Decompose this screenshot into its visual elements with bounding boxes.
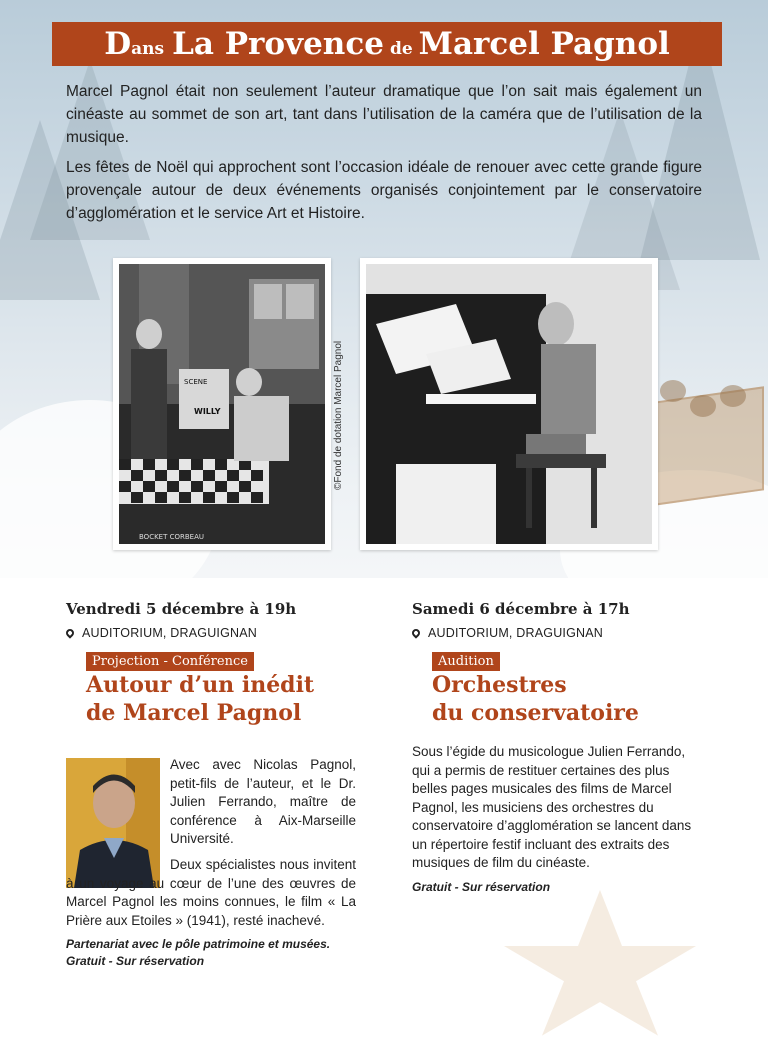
poster-text-scene: SCENE (184, 378, 208, 386)
title-dans: ans (131, 39, 165, 59)
title-initial: D (104, 26, 132, 62)
piano-image (366, 264, 652, 544)
pine-cone (690, 395, 716, 417)
photo-piano (360, 258, 658, 550)
pine-cone (720, 385, 746, 407)
event-1 (66, 600, 366, 727)
event-2 (412, 600, 712, 896)
poster-text-willy: WILLY (194, 407, 221, 416)
event-1-location (66, 626, 366, 640)
event-1-description-bottom (66, 856, 356, 970)
event-1-date: Vendredi 5 décembre à 19h (66, 600, 297, 618)
event-1-place: AUDITORIUM, DRAGUIGNAN (82, 626, 258, 640)
event-1-description-top (170, 756, 356, 849)
film-scene-image (119, 264, 325, 544)
title-marcel-pagnol: Marcel Pagnol (418, 26, 670, 62)
event-2-pricing-note: Gratuit - Sur réservation (412, 879, 551, 894)
star-decoration (500, 890, 700, 1050)
event-2-location (412, 626, 712, 640)
location-pin-icon (64, 627, 75, 638)
photo-credit: ©Fond de dotation Marcel Pagnol (333, 340, 344, 490)
event-1-paragraph-2: Deux spécialistes nous invitent à un voyage au cœur de l’une des œuvres de Marcel Pagnol les moins connues, le film « La Prière aux Etoiles » (1941), resté inachevé. (66, 857, 356, 928)
title-la-provence: La Provence (172, 26, 384, 62)
event-1-tag: Projection - Conférence (86, 652, 254, 671)
event-2-title-line-1: Orchestres (432, 672, 567, 698)
event-1-title-line-2: de Marcel Pagnol (86, 700, 302, 726)
intro-paragraph-1: Marcel Pagnol était non seulement l’auteur dramatique que l’on sait mais également un cinéaste au sommet de son art, tant dans l’utilisation de la caméra que de l’utilisation de la musique. (66, 83, 702, 146)
event-2-paragraph: Sous l’égide du musicologue Julien Ferrando, qui a permis de restituer certaines des plus belles pages musicales des films de Marcel Pagnol, les musiciens des orchestres du conservatoire d’agglomération se lancent dans un répertoire festif incluant des extraits des musiques de film du cinéaste. (412, 744, 692, 870)
event-1-pricing-note: Gratuit - Sur réservation (66, 954, 205, 968)
photo-film-scene (113, 258, 331, 550)
title-de: de (389, 39, 413, 59)
pine-cone (660, 380, 686, 402)
studio-text: BOCKET CORBEAU (139, 533, 204, 541)
page-title (52, 22, 722, 66)
event-2-date: Samedi 6 décembre à 17h (412, 600, 630, 618)
event-1-partnership-note: Partenariat avec le pôle patrimoine et musées. (66, 937, 331, 951)
event-1-paragraph-1: Avec avec Nicolas Pagnol, petit-fils de l’auteur, et le Dr. Julien Ferrando, maître de conférence à Aix-Marseille Université. (170, 757, 356, 846)
event-2-tag: Audition (432, 652, 500, 671)
location-pin-icon (410, 627, 421, 638)
event-2-title-line-2: du conservatoire (432, 700, 639, 726)
intro-paragraph-2: Les fêtes de Noël qui approchent sont l’occasion idéale de renouer avec cette grande figure provençale autour de deux événements organisés conjointement par le conservatoire d’agglomération et le service Art et Histoire. (66, 159, 702, 222)
event-1-title-line-1: Autour d’un inédit (86, 672, 315, 698)
event-2-place: AUDITORIUM, DRAGUIGNAN (428, 626, 604, 640)
